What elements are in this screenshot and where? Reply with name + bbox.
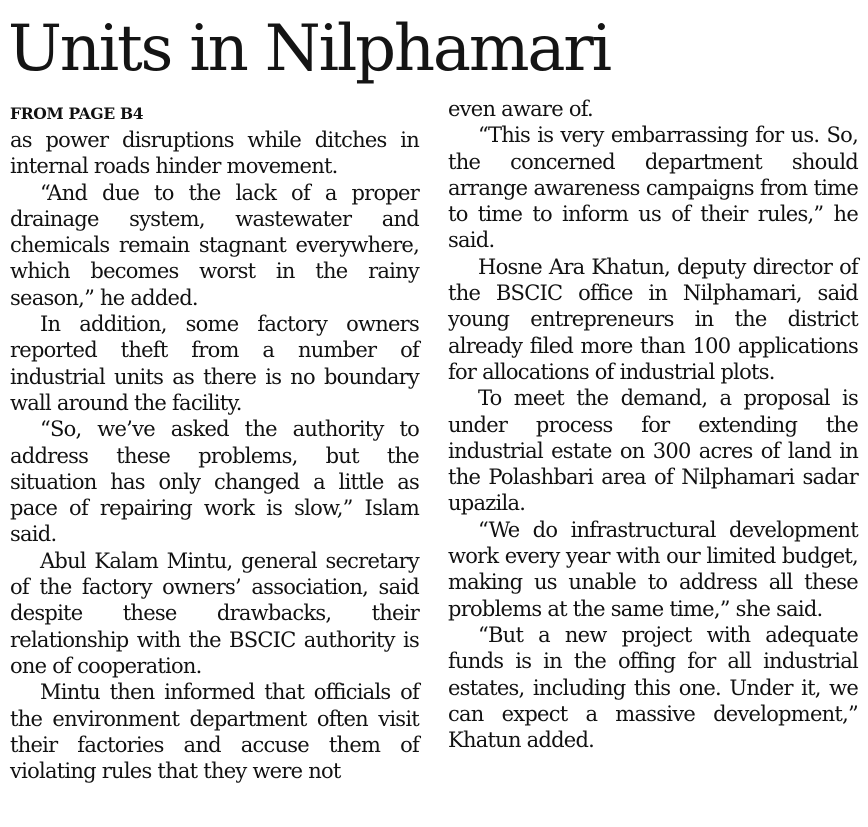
paragraph: In addition, some factory owners reported theft from a number of industrial units as there is no boundary wall around the facility. bbox=[10, 312, 419, 415]
article-column-left bbox=[10, 127, 419, 784]
paragraph: even aware of. bbox=[448, 97, 593, 121]
article-column-right bbox=[448, 96, 858, 753]
jump-label: FROM PAGE B4 bbox=[10, 104, 144, 123]
paragraph: “We do infrastructural development work every year with our limited budget, making us unable to address all these problems at the same time,” she said. bbox=[448, 517, 858, 621]
paragraph: Mintu then informed that officials of the environment department often visit their factories and accuse them of violating rules that they were not bbox=[10, 680, 419, 784]
headline: Units in Nilphamari bbox=[8, 12, 610, 86]
paragraph: “So, we’ve asked the authority to address these problems, but the situation has only changed a little as pace of repairing work is slow,” Islam said. bbox=[10, 417, 419, 547]
paragraph: “This is very embarrassing for us. So, the concerned department should arrange awareness campaigns from time to time to inform us of their rules,” he said. bbox=[448, 123, 858, 253]
paragraph: “But a new project with adequate funds is in the offing for all industrial estates, including this one. Under it, we can expect a massive development,” Khatun added. bbox=[448, 622, 858, 753]
paragraph: “And due to the lack of a proper drainage system, wastewater and chemicals remain stagnant everywhere, which becomes worst in the rainy season,” he added. bbox=[10, 180, 419, 310]
paragraph: Hosne Ara Khatun, deputy director of the BSCIC office in Nilphamari, said young entrepreneurs in the district already filed more than 100 applications for allocations of industrial plots. bbox=[448, 254, 858, 384]
paragraph: as power disruptions while ditches in internal roads hinder movement. bbox=[10, 128, 419, 179]
paragraph: Abul Kalam Mintu, general secretary of the factory owners’ association, said despite these drawbacks, their relationship with the BSCIC authority is one of cooperation. bbox=[10, 548, 419, 678]
paragraph: To meet the demand, a proposal is under process for extending the industrial estate on 300 acres of land in the Polashbari area of Nilphamari sadar upazila. bbox=[448, 386, 858, 516]
